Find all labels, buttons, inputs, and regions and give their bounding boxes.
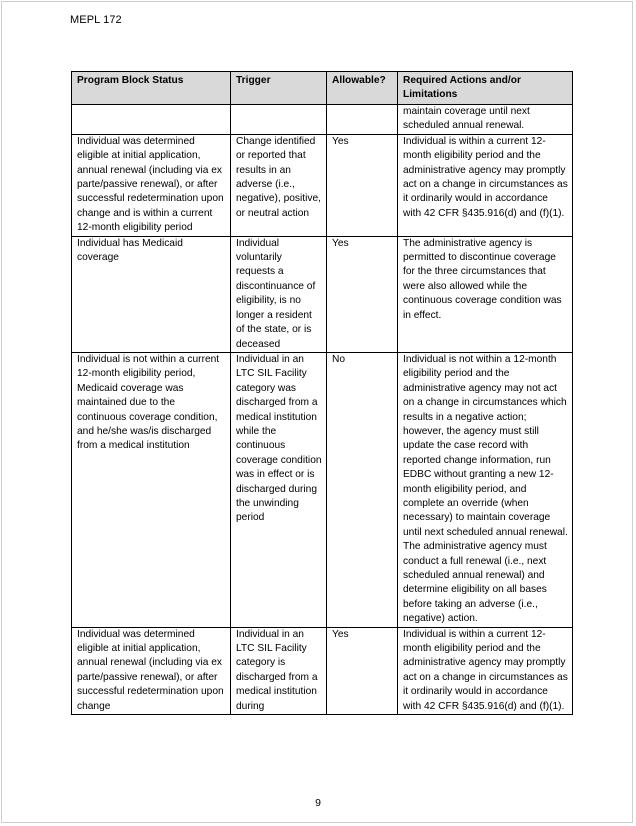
document-id: MEPL 172 (70, 14, 122, 26)
actions-cell: Individual is within a current 12-month eligibility period and the administrative agency may promptly act on a change in circumstances as it ordinarily would in accordance with 42 CFR §435.916(d) and (f)(1). (398, 134, 573, 236)
table-row-continued (72, 105, 573, 135)
column-header-trigger: Trigger (231, 72, 327, 105)
column-header-allowable: Allowable? (327, 72, 398, 105)
allowable-cell: Yes (327, 236, 398, 352)
table-cell (72, 105, 231, 135)
table-row (72, 134, 573, 236)
actions-cell: The administrative agency is permitted to discontinue coverage for the three circumstances that were also allowed while the continuous coverage condition was in effect. (398, 236, 573, 352)
status-cell: Individual has Medicaid coverage (72, 236, 231, 352)
status-cell: Individual is not within a current 12-month eligibility period, Medicaid coverage was maintained due to the continuous coverage condition, and he/she was/is discharged from a medical institution (72, 352, 231, 627)
table-header-row (72, 72, 573, 105)
table-cell (327, 105, 398, 135)
trigger-cell: Individual in an LTC SIL Facility category is discharged from a medical institution during (231, 627, 327, 714)
table-row (72, 627, 573, 714)
trigger-cell: Individual voluntarily requests a discontinuance of eligibility, is no longer a resident of the state, or is deceased (231, 236, 327, 352)
page-number: 9 (315, 797, 321, 809)
status-cell: Individual was determined eligible at initial application, annual renewal (including via ex parte/passive renewal), or after successful redetermination upon change and is within a current 12-month eligibility period (72, 134, 231, 236)
column-header-status: Program Block Status (72, 72, 231, 105)
column-header-actions: Required Actions and/or Limitations (398, 72, 573, 105)
allowable-cell: No (327, 352, 398, 627)
trigger-cell: Individual in an LTC SIL Facility category was discharged from a medical institution while the continuous coverage condition was in effect or is discharged during the unwinding period (231, 352, 327, 627)
program-block-table (71, 71, 573, 715)
status-cell: Individual was determined eligible at initial application, annual renewal (including via ex parte/passive renewal), or after successful redetermination upon change (72, 627, 231, 714)
table-cell (231, 105, 327, 135)
allowable-cell: Yes (327, 627, 398, 714)
trigger-cell: Change identified or reported that results in an adverse (i.e., negative), positive, or neutral action (231, 134, 327, 236)
actions-cell: Individual is not within a 12-month eligibility period and the administrative agency may not act on a change in circumstances which results in a negative action; however, the agency must still update the case record with reported change information, run EDBC without granting a new 12-month eligibility period, and complete an override (when necessary) to maintain coverage until next scheduled annual renewal. The administrative agency must conduct a full renewal (i.e., next scheduled annual renewal) and determine eligibility on all bases before taking an adverse (i.e., negative) action. (398, 352, 573, 627)
continued-actions-cell: maintain coverage until next scheduled annual renewal. (398, 105, 573, 135)
allowable-cell: Yes (327, 134, 398, 236)
table-row (72, 352, 573, 627)
actions-cell: Individual is within a current 12-month eligibility period and the administrative agency may promptly act on a change in circumstances as it ordinarily would in accordance with 42 CFR §435.916(d) and (f)(1). (398, 627, 573, 714)
table-row (72, 236, 573, 352)
